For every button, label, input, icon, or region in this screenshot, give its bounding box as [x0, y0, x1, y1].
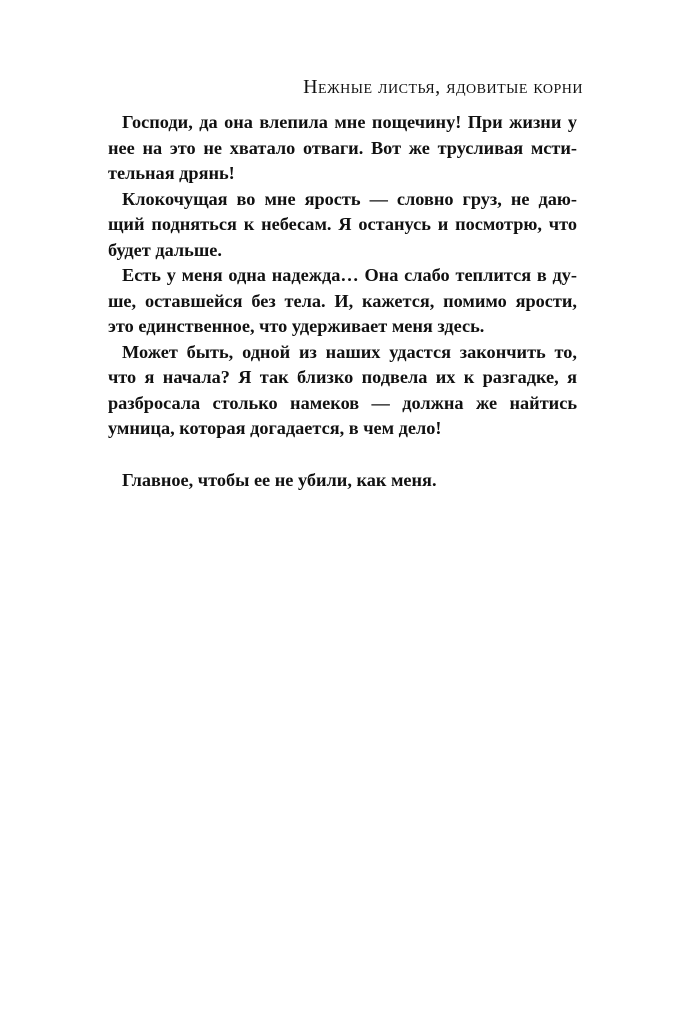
running-header: Нежные листья, ядовитые корни [303, 76, 583, 98]
text-line: Есть у меня одна надежда… Она слабо теплится в ду- [122, 265, 577, 285]
text-line: будет дальше. [108, 239, 222, 260]
text-line: Главное, чтобы ее не убили, как меня. [122, 469, 437, 490]
text-line: это единственное, что удерживает меня здесь. [108, 316, 485, 336]
text-line: щий подняться к небесам. Я останусь и посмотрю, что [108, 214, 577, 234]
page-body [108, 110, 577, 493]
text-line: Клокочущая во мне ярость — словно груз, не даю- [122, 188, 577, 209]
paragraph [108, 110, 577, 187]
text-line: ше, оставшейся без тела. И, кажется, помимо ярости, [108, 290, 577, 311]
text-line: нее на это не хватало отваги. Вот же трусливая мсти- [108, 137, 577, 158]
text-line: умница, которая догадается, в чем дело! [108, 418, 442, 438]
paragraph [108, 263, 577, 340]
paragraph [108, 187, 577, 264]
paragraph [108, 468, 577, 494]
text-line: Господи, да она влепила мне пощечину! При жизни у [122, 112, 577, 132]
text-line: тельная дрянь! [108, 163, 235, 183]
paragraph [108, 340, 577, 442]
paragraph-gap [108, 442, 577, 468]
text-line: Может быть, одной из наших удастся закончить то, [122, 341, 577, 362]
text-line: что я начала? Я так близко подвела их к разгадке, я [108, 367, 577, 387]
text-line: разбросала столько намеков — должна же найтись [108, 392, 577, 413]
